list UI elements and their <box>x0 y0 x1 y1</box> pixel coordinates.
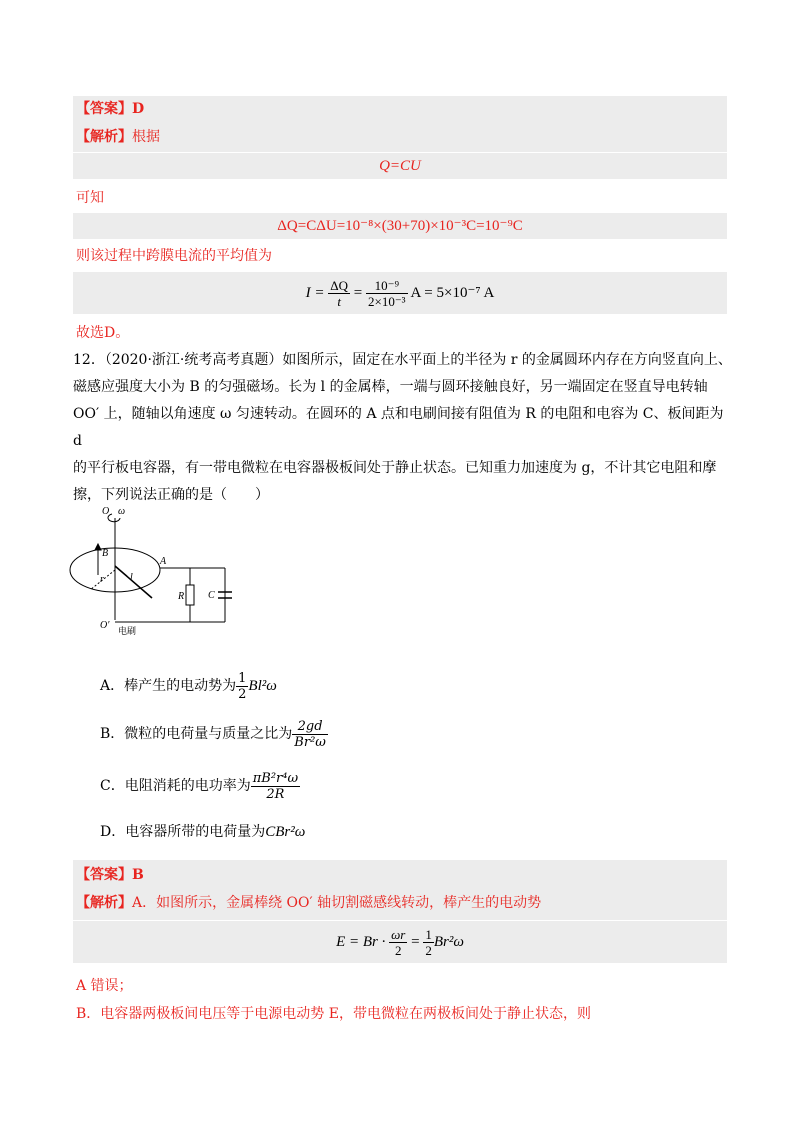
label-o-prime: O′ <box>100 620 110 631</box>
b-analysis-text: B．电容器两极板间电压等于电源电动势 E，带电微粒在两极板间处于静止状态，则 <box>76 1006 591 1022</box>
question-line-1: 12．（2020·浙江·统考高考真题）如图所示，固定在水平面上的半径为 r 的金属圆环内存在方向竖直向上、 <box>73 352 732 368</box>
analysis-line <box>76 127 160 147</box>
label-b: B <box>102 548 109 559</box>
a-wrong-text: A 错误； <box>76 978 133 994</box>
metal-rod <box>115 566 152 598</box>
resistor <box>186 585 194 605</box>
analysis-lead: 根据 <box>132 129 160 145</box>
analysis-line-2: 【解析】A．如图所示，金属棒绕 OO′ 轴切割磁感线转动，棒产生的电动势 <box>76 895 542 911</box>
avg-current-text: 则该过程中跨膜电流的平均值为 <box>76 248 272 264</box>
kezhi-text: 可知 <box>76 190 104 206</box>
option-d[interactable]: D．电容器所带的电荷量为CBr²ω <box>100 824 306 840</box>
option-a[interactable]: A．棒产生的电动势为 $\frac{1}{2}$ Bl²ω <box>100 670 277 702</box>
option-b[interactable]: B．微粒的电荷量与质量之比为 $\frac{2gd}{\text{Br²ω}}$ <box>100 718 326 750</box>
question-line-4: 的平行板电容器，有一带电微粒在电容器极板间处于静止状态。已知重力加速度为 g，不计其它电阻和摩 <box>73 460 717 476</box>
option-c[interactable]: C．电阻消耗的电功率为 $\frac{\text{πB²r⁴ω}}{2R}$ <box>100 770 299 802</box>
answer-line-2: 【答案】B <box>76 867 144 883</box>
equation-emf: E = Br · $\frac{\omega r}{2}$ = $\frac{1}{2}$ Br²ω <box>336 927 464 959</box>
label-l: l <box>130 572 133 583</box>
circuit-figure <box>60 500 260 650</box>
label-capacitor: C <box>208 590 215 601</box>
conclusion-text: 故选D。 <box>76 325 130 341</box>
question-line-2: 磁感应强度大小为 B 的匀强磁场。长为 l 的金属棒，一端与圆环接触良好，另一端固定在竖直导电转轴 <box>73 379 708 395</box>
label-r: r <box>100 574 104 585</box>
label-omega: ω <box>118 506 126 517</box>
label-a: A <box>160 556 167 567</box>
analysis-label: 【解析】 <box>76 129 132 145</box>
question-line-3: OO′ 上，随轴以角速度 ω 匀速转动。在圆环的 A 点和电刷间接有阻值为 R 的电阻和电容为 C、板间距为 d <box>73 406 724 449</box>
answer-line <box>76 99 144 119</box>
label-o: O <box>102 506 110 517</box>
answer-value: D <box>132 101 145 117</box>
label-resistor: R <box>178 591 185 602</box>
label-brush: 电刷 <box>118 627 137 637</box>
answer-label: 【答案】 <box>76 101 132 117</box>
equation-q-cu: Q=CU <box>379 158 421 174</box>
equation-current: I = $\frac{\Delta Q}{t}$ = $\frac{\text{10⁻⁹}}{\text{2×10⁻³}}$ A = 5×10⁻⁷ A <box>305 278 495 310</box>
question-12 <box>73 347 733 509</box>
question-line-5: 擦，下列说法正确的是（ ） <box>73 487 269 503</box>
answer-band <box>73 96 727 152</box>
equation-delta-q: ΔQ=CΔU=10⁻⁸×(30+70)×10⁻³C=10⁻⁹C <box>277 218 523 234</box>
